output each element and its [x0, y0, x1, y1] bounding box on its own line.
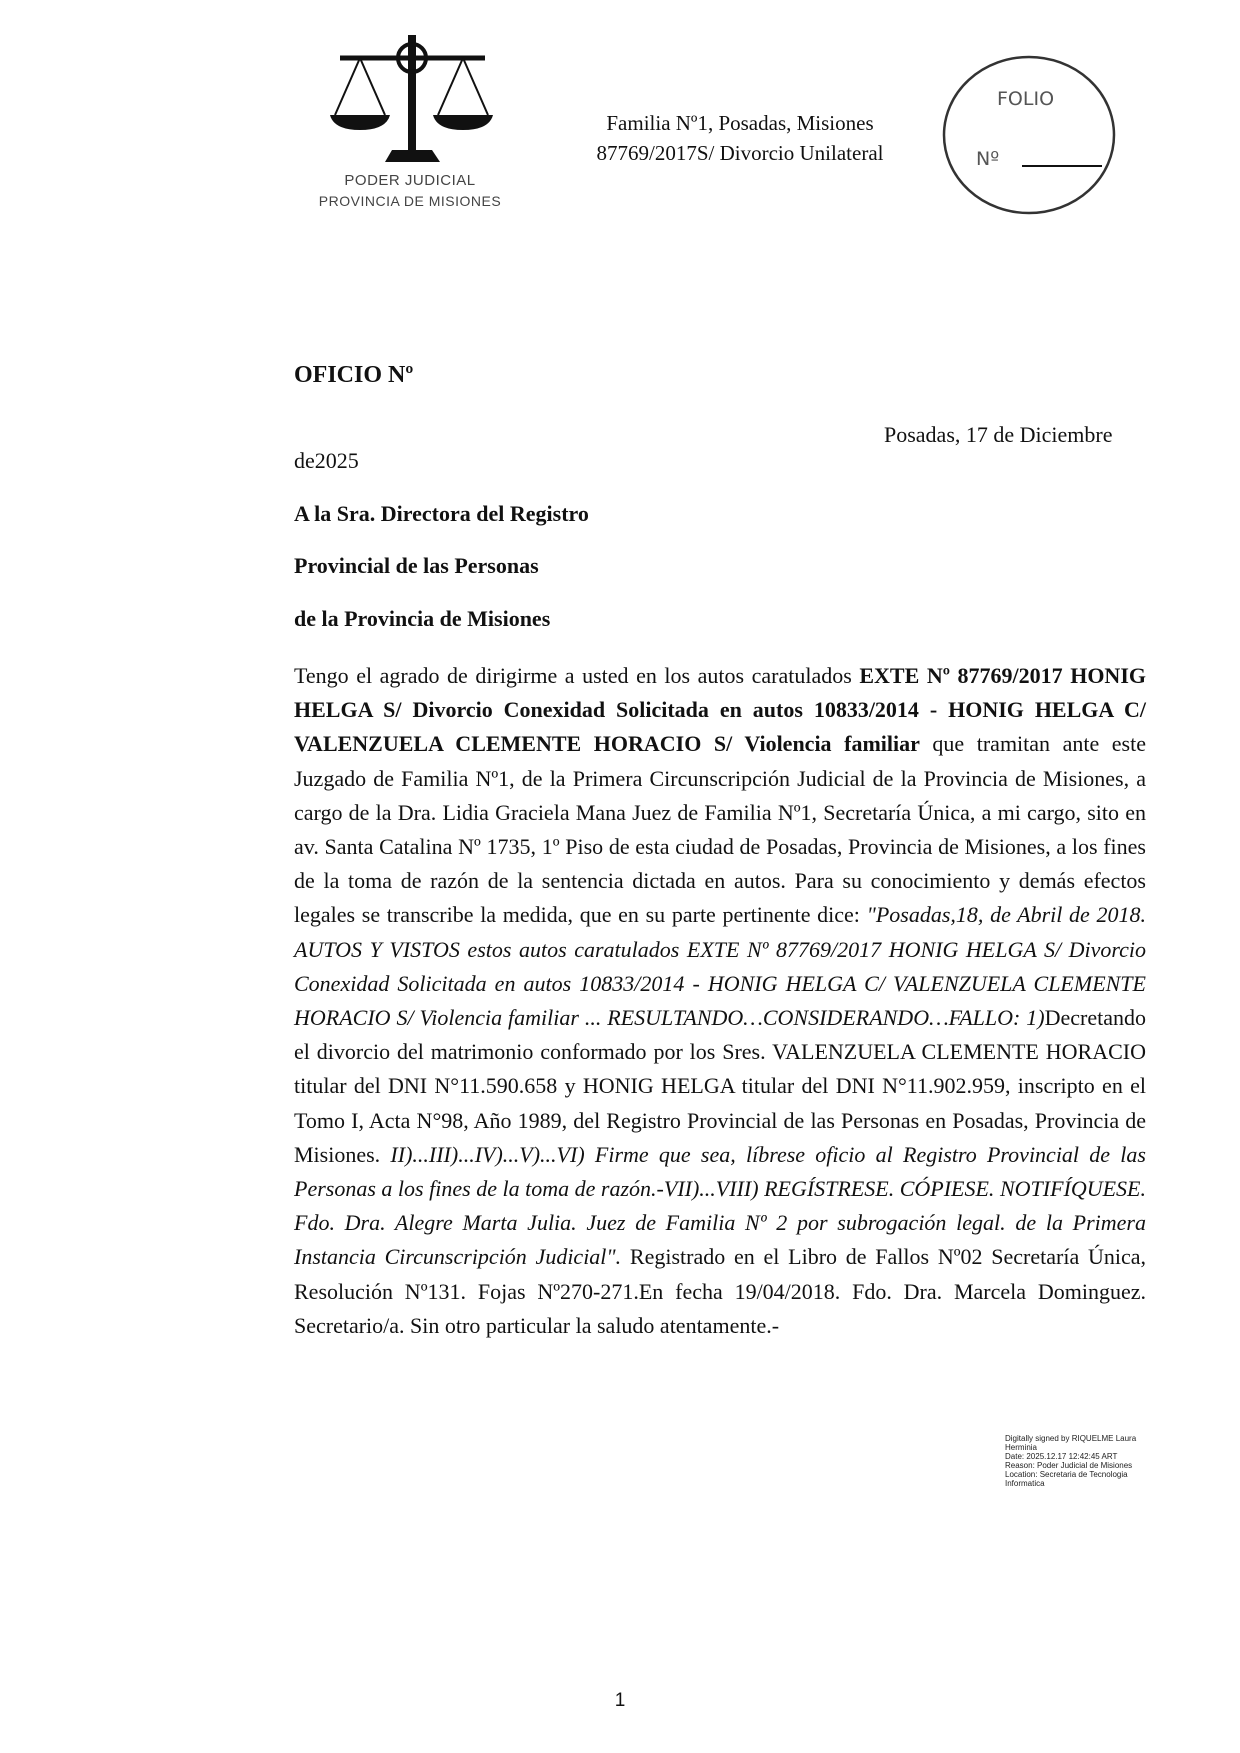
- signature-line: Date: 2025.12.17 12:42:45 ART: [1005, 1452, 1118, 1461]
- address-line-3: de la Provincia de Misiones: [294, 606, 551, 631]
- signature-line: Location: Secretaria de Tecnologia: [1005, 1470, 1128, 1479]
- body-court-details: que tramitan ante este Juzgado de Familia Nº1, de la Primera Circunscripción Judicial de la Provincia de Misiones, a cargo de la Dra. Lidia Graciela Mana Juez de Familia Nº1, Secretaría Única, a mi cargo, sito en av. Santa Catalina Nº 1735, 1º Piso de esta ciudad de Posadas, Provincia de Misiones, a los fines de la toma de razón de la sentencia dictada en autos. Para su conocimiento y demás efectos legales se transcribe la medida, que en su parte pertinente dice:: [294, 731, 1146, 928]
- judicial-logo: [300, 30, 520, 220]
- signature-line: Digitally signed by RIQUELME Laura: [1005, 1434, 1137, 1443]
- body-divorce-decree: Decretando el divorcio del matrimonio conformado por los Sres. VALENZUELA CLEMENTE HORACIO titular del DNI N°11.590.658 y HONIG HELGA titular del DNI N°11.902.959, inscripto en el Tomo I, Acta N°98, Año 1989, del Registro Provincial de las Personas en Posadas, Provincia de Misiones.: [294, 1005, 1146, 1167]
- signature-line: Reason: Poder Judicial de Misiones: [1005, 1461, 1133, 1470]
- digital-signature: [1005, 1434, 1185, 1488]
- folio-number-label: Nº: [976, 148, 1000, 170]
- body-ruling-orders: II)...III)...IV)...V)...VI) Firme que sea, líbrese oficio al Registro Provincial de las Personas a los fines de la toma de razón.-VII)...VIII) REGÍSTRESE. CÓPIESE. NOTIFÍQUESE. Fdo. Dra. Alegre Marta Julia. Juez de Familia Nº 2 por subrogación legal. de la Primera Instancia Circunscripción Judicial".: [294, 1141, 1146, 1270]
- page-number: 1: [614, 1690, 626, 1711]
- letter-body: [294, 659, 1146, 1343]
- case-header: [540, 108, 940, 168]
- folio-stamp: [942, 55, 1116, 215]
- date-year: de2025: [294, 448, 359, 473]
- address-line-1: A la Sra. Directora del Registro: [294, 501, 589, 526]
- case-number-line: 87769/2017S/ Divorcio Unilateral: [596, 141, 884, 165]
- signature-line: Herminia: [1005, 1443, 1038, 1452]
- body-closing: Registrado en el Libro de Fallos Nº02 Secretaría Única, Resolución Nº131. Fojas Nº270-271.En fecha 19/04/2018. Fdo. Dra. Marcela Dominguez. Secretario/a. Sin otro particular la saludo atentamente.-: [294, 1244, 1147, 1338]
- folio-circle-icon: [942, 55, 1116, 215]
- signature-line: Informatica: [1005, 1479, 1045, 1488]
- date-line: Posadas, 17 de Diciembre: [884, 422, 1113, 447]
- oficio-title: OFICIO Nº: [294, 362, 414, 388]
- folio-label: FOLIO: [997, 88, 1055, 110]
- scales-of-justice-icon: [300, 30, 520, 170]
- logo-line-1: PODER JUDICIAL: [344, 172, 476, 189]
- folio-number-blank: [1022, 165, 1102, 167]
- body-case-title: EXTE Nº 87769/2017 HONIG HELGA S/ Divorcio Conexidad Solicitada en autos 10833/2014 - HONIG HELGA C/ VALENZUELA CLEMENTE HORACIO S/ Violencia familiar: [294, 663, 1146, 757]
- body-intro: Tengo el agrado de dirigirme a usted en los autos caratulados: [294, 663, 860, 688]
- logo-line-2: PROVINCIA DE MISIONES: [318, 193, 502, 209]
- address-line-2: Provincial de las Personas: [294, 553, 539, 578]
- case-court-line: Familia Nº1, Posadas, Misiones: [606, 111, 874, 135]
- body-ruling-quote: "Posadas,18, de Abril de 2018. AUTOS Y VISTOS estos autos caratulados EXTE Nº 87769/2017 HONIG HELGA S/ Divorcio Conexidad Solicitada en autos 10833/2014 - HONIG HELGA C/ VALENZUELA CLEMENTE HORACIO S/ Violencia familiar ... RESULTANDO…CONSIDERANDO…FALLO: 1): [294, 902, 1146, 1031]
